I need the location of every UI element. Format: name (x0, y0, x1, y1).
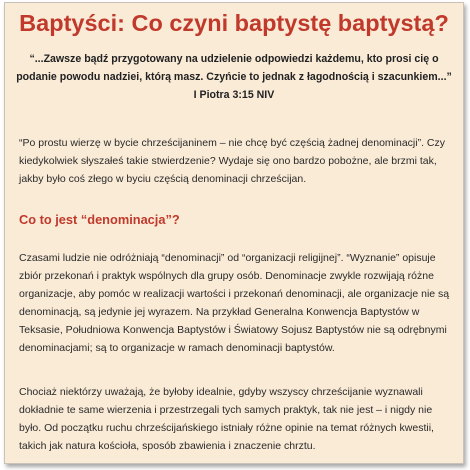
intro-line: “Po prostu wierzę w bycie chrześcijaninem – nie chcę być częścią żadnej denominacji”. Czy (19, 137, 446, 149)
article-title: Baptyści: Co czyni baptystę baptystą? (19, 10, 449, 36)
section-heading: Co to jest “denominacja”? (19, 212, 180, 227)
denomination-paragraph (19, 249, 459, 357)
paragraph-line: takich jak natura kościoła, sposób zbawienia i znaczenie chrztu. (19, 440, 316, 452)
bible-quote-line-1: “...Zawsze bądź przygotowany na udzielenie odpowiedzi każdemu, kto prosi cię o (29, 53, 439, 65)
paragraph-line: Czasami ludzie nie odróżniają “denominacji” od “organizacji religijnej”. “Wyznanie” opisuje (19, 252, 436, 264)
paragraph-line: dokładnie te same wierzenia i przestrzegali tych samych praktyk, tak nie jest – i nigdy nie (19, 404, 433, 416)
intro-line: jakby było coś złego w byciu częścią denominacji chrześcijan. (19, 173, 307, 185)
paragraph-line: organizacje, aby pomóc w realizacji wartości i przekonań denominacji, ale organizacje nie są (19, 288, 450, 300)
intro-line: kiedykolwiek słyszałeś takie stwierdzenie? Wydaje się ono bardzo pobożne, ale brzmi tak, (19, 155, 437, 167)
paragraph-line: zbiór przekonań i praktyk wspólnych dla grupy osób. Denominacje zwykle rozwijają różne (19, 270, 434, 282)
paragraph-line: Teksasie, Południowa Konwencja Baptystów i Światowy Sojusz Baptystów nie są odrębnymi (19, 324, 447, 336)
article-card (4, 2, 464, 464)
beliefs-paragraph (19, 383, 459, 455)
paragraph-line: denominacjami; są to organizacje w ramach denominacji baptystów. (19, 342, 335, 354)
paragraph-line: było. Od początku ruchu chrześcijańskiego istniały różne opinie na temat różnych kwestii, (19, 422, 434, 434)
bible-quote-line-2: podanie powodu nadziei, którą masz. Czyńcie to jednak z łagodnością i szacunkiem...” (16, 71, 452, 83)
bible-quote-reference: I Piotra 3:15 NIV (193, 89, 275, 101)
intro-paragraph (19, 134, 459, 188)
paragraph-line: denominacją, są jedynie jej wyrazem. Na przykład Generalna Konwencja Baptystów w (19, 306, 420, 318)
paragraph-line: Chociaż niektórzy uważają, że byłoby idealnie, gdyby wszyscy chrześcijanie wyznawali (19, 386, 423, 398)
